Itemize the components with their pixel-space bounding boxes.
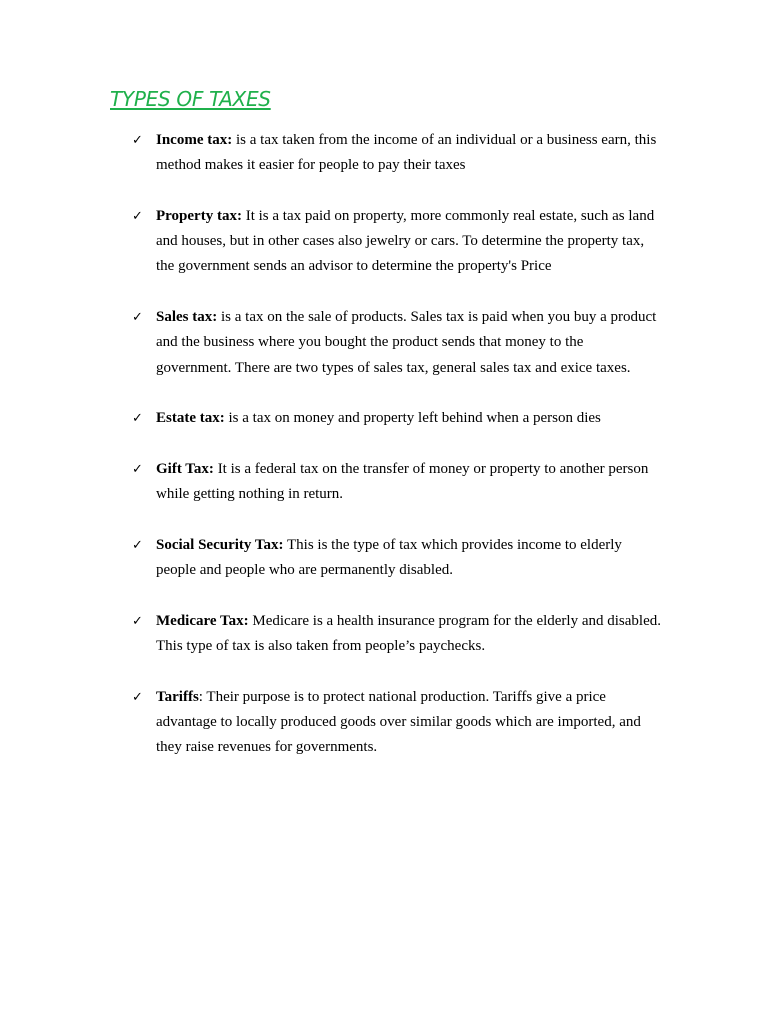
item-term: Property tax: <box>156 207 242 224</box>
list-item-estate-tax <box>132 406 662 431</box>
check-icon: ✓ <box>132 208 143 224</box>
check-icon: ✓ <box>132 613 143 629</box>
check-icon: ✓ <box>132 461 143 477</box>
list-item-property-tax <box>132 204 662 280</box>
item-term: Medicare Tax: <box>156 612 249 629</box>
list-item-medicare-tax <box>132 609 662 660</box>
item-description: is a tax taken from the income of an individual or a business earn, this method makes it easier for people to pay their taxes <box>156 132 657 174</box>
item-term: Social Security Tax: <box>156 536 284 553</box>
item-description: is a tax on money and property left behind when a person dies <box>224 410 601 427</box>
item-description: Medicare is a health insurance program for the elderly and disabled. This type of tax is also taken from people’s paychecks. <box>156 612 661 654</box>
check-icon: ✓ <box>132 310 143 326</box>
list-item-income-tax <box>132 128 662 179</box>
check-icon: ✓ <box>132 133 143 148</box>
item-description: It is a federal tax on the transfer of money or property to another person while getting nothing in return. <box>156 460 649 503</box>
list-item-social-security-tax <box>132 533 662 584</box>
item-term: Sales tax: <box>156 309 218 326</box>
list-item-sales-tax <box>132 305 662 381</box>
item-term: Tariffs <box>156 688 199 705</box>
item-term: Estate tax: <box>156 410 225 427</box>
item-description: is a tax on the sale of products. Sales tax is paid when you buy a product and the business where you bought the product sends that money to the government. There are two types of sales tax, general sales tax and exice taxes. <box>156 309 657 376</box>
check-icon: ✓ <box>132 537 143 553</box>
item-description: This is the type of tax which provides income to elderly people and people who are permanently disabled. <box>156 536 622 579</box>
check-icon: ✓ <box>132 411 143 427</box>
page-title: TYPES OF TAXES <box>110 87 271 111</box>
check-icon: ✓ <box>132 689 143 705</box>
item-term: Income tax: <box>156 132 233 148</box>
item-description: : Their purpose is to protect national production. Tariffs give a price advantage to locally produced goods over similar goods which are imported, and they raise revenues for governments. <box>156 688 641 756</box>
list-item-tariffs <box>132 685 662 761</box>
list-item-gift-tax <box>132 457 662 508</box>
item-description: It is a tax paid on property, more commonly real estate, such as land and houses, but in other cases also jewelry or cars. To determine the property tax, the government sends an advisor to determine the property's Price <box>156 207 655 275</box>
item-term: Gift Tax: <box>156 460 214 477</box>
tax-types-list <box>132 128 662 760</box>
